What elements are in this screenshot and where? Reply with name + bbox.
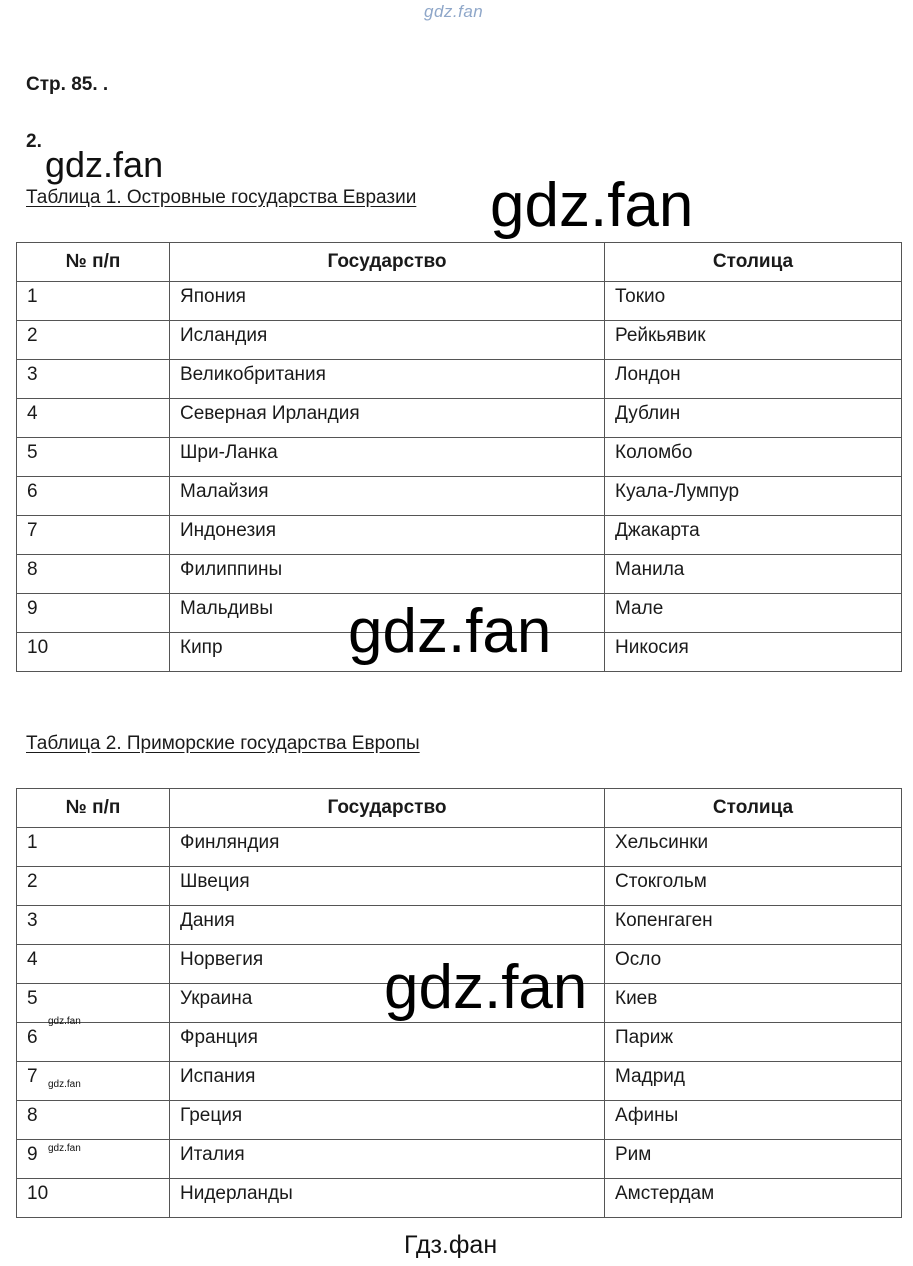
cell-state: Шри-Ланка <box>170 438 605 477</box>
table-header-row <box>17 243 902 282</box>
table-row <box>17 321 902 360</box>
cell-number: 5 <box>17 438 170 477</box>
cell-capital: Париж <box>605 1023 902 1062</box>
cell-state: Норвегия <box>170 945 605 984</box>
task-number: 2. <box>26 131 42 152</box>
cell-capital: Афины <box>605 1101 902 1140</box>
cell-number: 8 <box>17 1101 170 1140</box>
cell-number: 6 <box>17 1023 170 1062</box>
cell-state: Украина <box>170 984 605 1023</box>
table-row <box>17 399 902 438</box>
table1-caption: Таблица 1. Островные государства Евразии <box>26 187 417 208</box>
watermark-large: gdz.fan <box>490 171 694 240</box>
cell-number: 4 <box>17 399 170 438</box>
cell-number: 8 <box>17 555 170 594</box>
cell-state: Индонезия <box>170 516 605 555</box>
cell-number: 2 <box>17 867 170 906</box>
table-row <box>17 438 902 477</box>
cell-number: 1 <box>17 282 170 321</box>
header-number: № п/п <box>17 789 170 828</box>
watermark-small: gdz.fan <box>45 144 164 185</box>
table-row <box>17 516 902 555</box>
header-state: Государство <box>170 789 605 828</box>
cell-capital: Коломбо <box>605 438 902 477</box>
watermark-large: gdz.fan <box>384 953 588 1022</box>
cell-state: Исландия <box>170 321 605 360</box>
cell-capital: Киев <box>605 984 902 1023</box>
cell-capital: Токио <box>605 282 902 321</box>
cell-number: 10 <box>17 1179 170 1218</box>
table-row <box>17 1140 902 1179</box>
table-row <box>17 477 902 516</box>
table-row <box>17 1062 902 1101</box>
cell-capital: Манила <box>605 555 902 594</box>
cell-number: 5 <box>17 984 170 1023</box>
cell-number: 3 <box>17 906 170 945</box>
cell-number: 1 <box>17 828 170 867</box>
cell-number: 7 <box>17 516 170 555</box>
cell-state: Испания <box>170 1062 605 1101</box>
watermark-tiny: gdz.fan <box>48 1079 81 1090</box>
cell-number: 4 <box>17 945 170 984</box>
cell-capital: Мале <box>605 594 902 633</box>
cell-state: Франция <box>170 1023 605 1062</box>
cell-capital: Лондон <box>605 360 902 399</box>
cell-state: Филиппины <box>170 555 605 594</box>
table-row <box>17 555 902 594</box>
cell-state: Финляндия <box>170 828 605 867</box>
cell-capital: Никосия <box>605 633 902 672</box>
cell-state: Великобритания <box>170 360 605 399</box>
cell-capital: Куала-Лумпур <box>605 477 902 516</box>
cell-capital: Хельсинки <box>605 828 902 867</box>
cell-state: Северная Ирландия <box>170 399 605 438</box>
header-capital: Столица <box>605 789 902 828</box>
header-capital: Столица <box>605 243 902 282</box>
cell-state: Италия <box>170 1140 605 1179</box>
table-row <box>17 1101 902 1140</box>
cell-number: 9 <box>17 1140 170 1179</box>
cell-capital: Амстердам <box>605 1179 902 1218</box>
cell-capital: Рейкьявик <box>605 321 902 360</box>
cell-capital: Стокгольм <box>605 867 902 906</box>
cell-number: 2 <box>17 321 170 360</box>
table-row <box>17 360 902 399</box>
cell-capital: Копенгаген <box>605 906 902 945</box>
page-label: Стр. 85. . <box>26 74 109 95</box>
cell-capital: Дублин <box>605 399 902 438</box>
cell-state: Мальдивы <box>170 594 605 633</box>
table-row <box>17 1023 902 1062</box>
cell-capital: Джакарта <box>605 516 902 555</box>
cell-number: 7 <box>17 1062 170 1101</box>
table-row <box>17 867 902 906</box>
header-state: Государство <box>170 243 605 282</box>
footer-watermark: Гдз.фан <box>404 1231 498 1259</box>
table-row <box>17 828 902 867</box>
cell-capital: Рим <box>605 1140 902 1179</box>
cell-number: 3 <box>17 360 170 399</box>
cell-state: Малайзия <box>170 477 605 516</box>
watermark-top: gdz.fan <box>424 2 484 21</box>
cell-number: 6 <box>17 477 170 516</box>
cell-capital: Мадрид <box>605 1062 902 1101</box>
header-number: № п/п <box>17 243 170 282</box>
cell-state: Дания <box>170 906 605 945</box>
cell-state: Греция <box>170 1101 605 1140</box>
watermark-large: gdz.fan <box>348 597 552 666</box>
cell-number: 9 <box>17 594 170 633</box>
cell-state: Япония <box>170 282 605 321</box>
table-row <box>17 282 902 321</box>
cell-state: Кипр <box>170 633 605 672</box>
watermark-tiny: gdz.fan <box>48 1016 81 1027</box>
table-row <box>17 1179 902 1218</box>
cell-state: Нидерланды <box>170 1179 605 1218</box>
table-row <box>17 906 902 945</box>
cell-number: 10 <box>17 633 170 672</box>
cell-state: Швеция <box>170 867 605 906</box>
cell-capital: Осло <box>605 945 902 984</box>
table2-caption: Таблица 2. Приморские государства Европы <box>26 733 420 754</box>
watermark-tiny: gdz.fan <box>48 1143 81 1154</box>
table-header-row <box>17 789 902 828</box>
